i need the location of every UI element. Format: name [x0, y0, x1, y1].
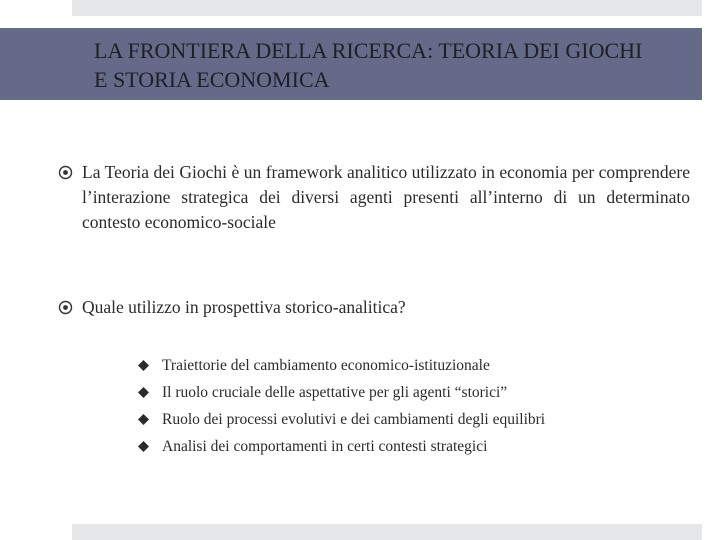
bottom-decorative-strip	[72, 524, 702, 540]
sub-bullet-text: Traiettorie del cambiamento economico-istituzionale	[162, 357, 490, 374]
sub-bullet-item	[136, 352, 656, 379]
sub-bullet-text: Analisi dei comportamenti in certi contesti strategici	[162, 438, 488, 455]
top-decorative-strip	[72, 0, 702, 16]
bullet-item-question	[58, 295, 690, 320]
bullet-item-framework	[58, 160, 690, 235]
diamond-icon	[138, 387, 149, 398]
sub-bullet-list	[136, 352, 656, 460]
sub-bullet-text: Il ruolo cruciale delle aspettative per gli agenti “storici”	[162, 384, 508, 401]
bullet-text: La Teoria dei Giochi è un framework analitico utilizzato in economia per comprendere l’interazione strategica dei diversi agenti presenti all’interno di un determinato contesto economico-sociale	[82, 162, 690, 232]
sub-bullet-item	[136, 433, 656, 460]
diamond-icon	[138, 360, 149, 371]
circle-target-icon	[58, 165, 73, 180]
sub-bullet-item	[136, 379, 656, 406]
diamond-icon	[138, 441, 149, 452]
bullet-text: Quale utilizzo in prospettiva storico-analitica?	[82, 297, 406, 317]
diamond-icon	[138, 414, 149, 425]
circle-target-icon	[58, 300, 73, 315]
sub-bullet-item	[136, 406, 656, 433]
slide-title: LA FRONTIERA DELLA RICERCA: TEORIA DEI GIOCHI E STORIA ECONOMICA	[94, 38, 643, 92]
sub-bullet-text: Ruolo dei processi evolutivi e dei cambiamenti degli equilibri	[162, 411, 546, 428]
